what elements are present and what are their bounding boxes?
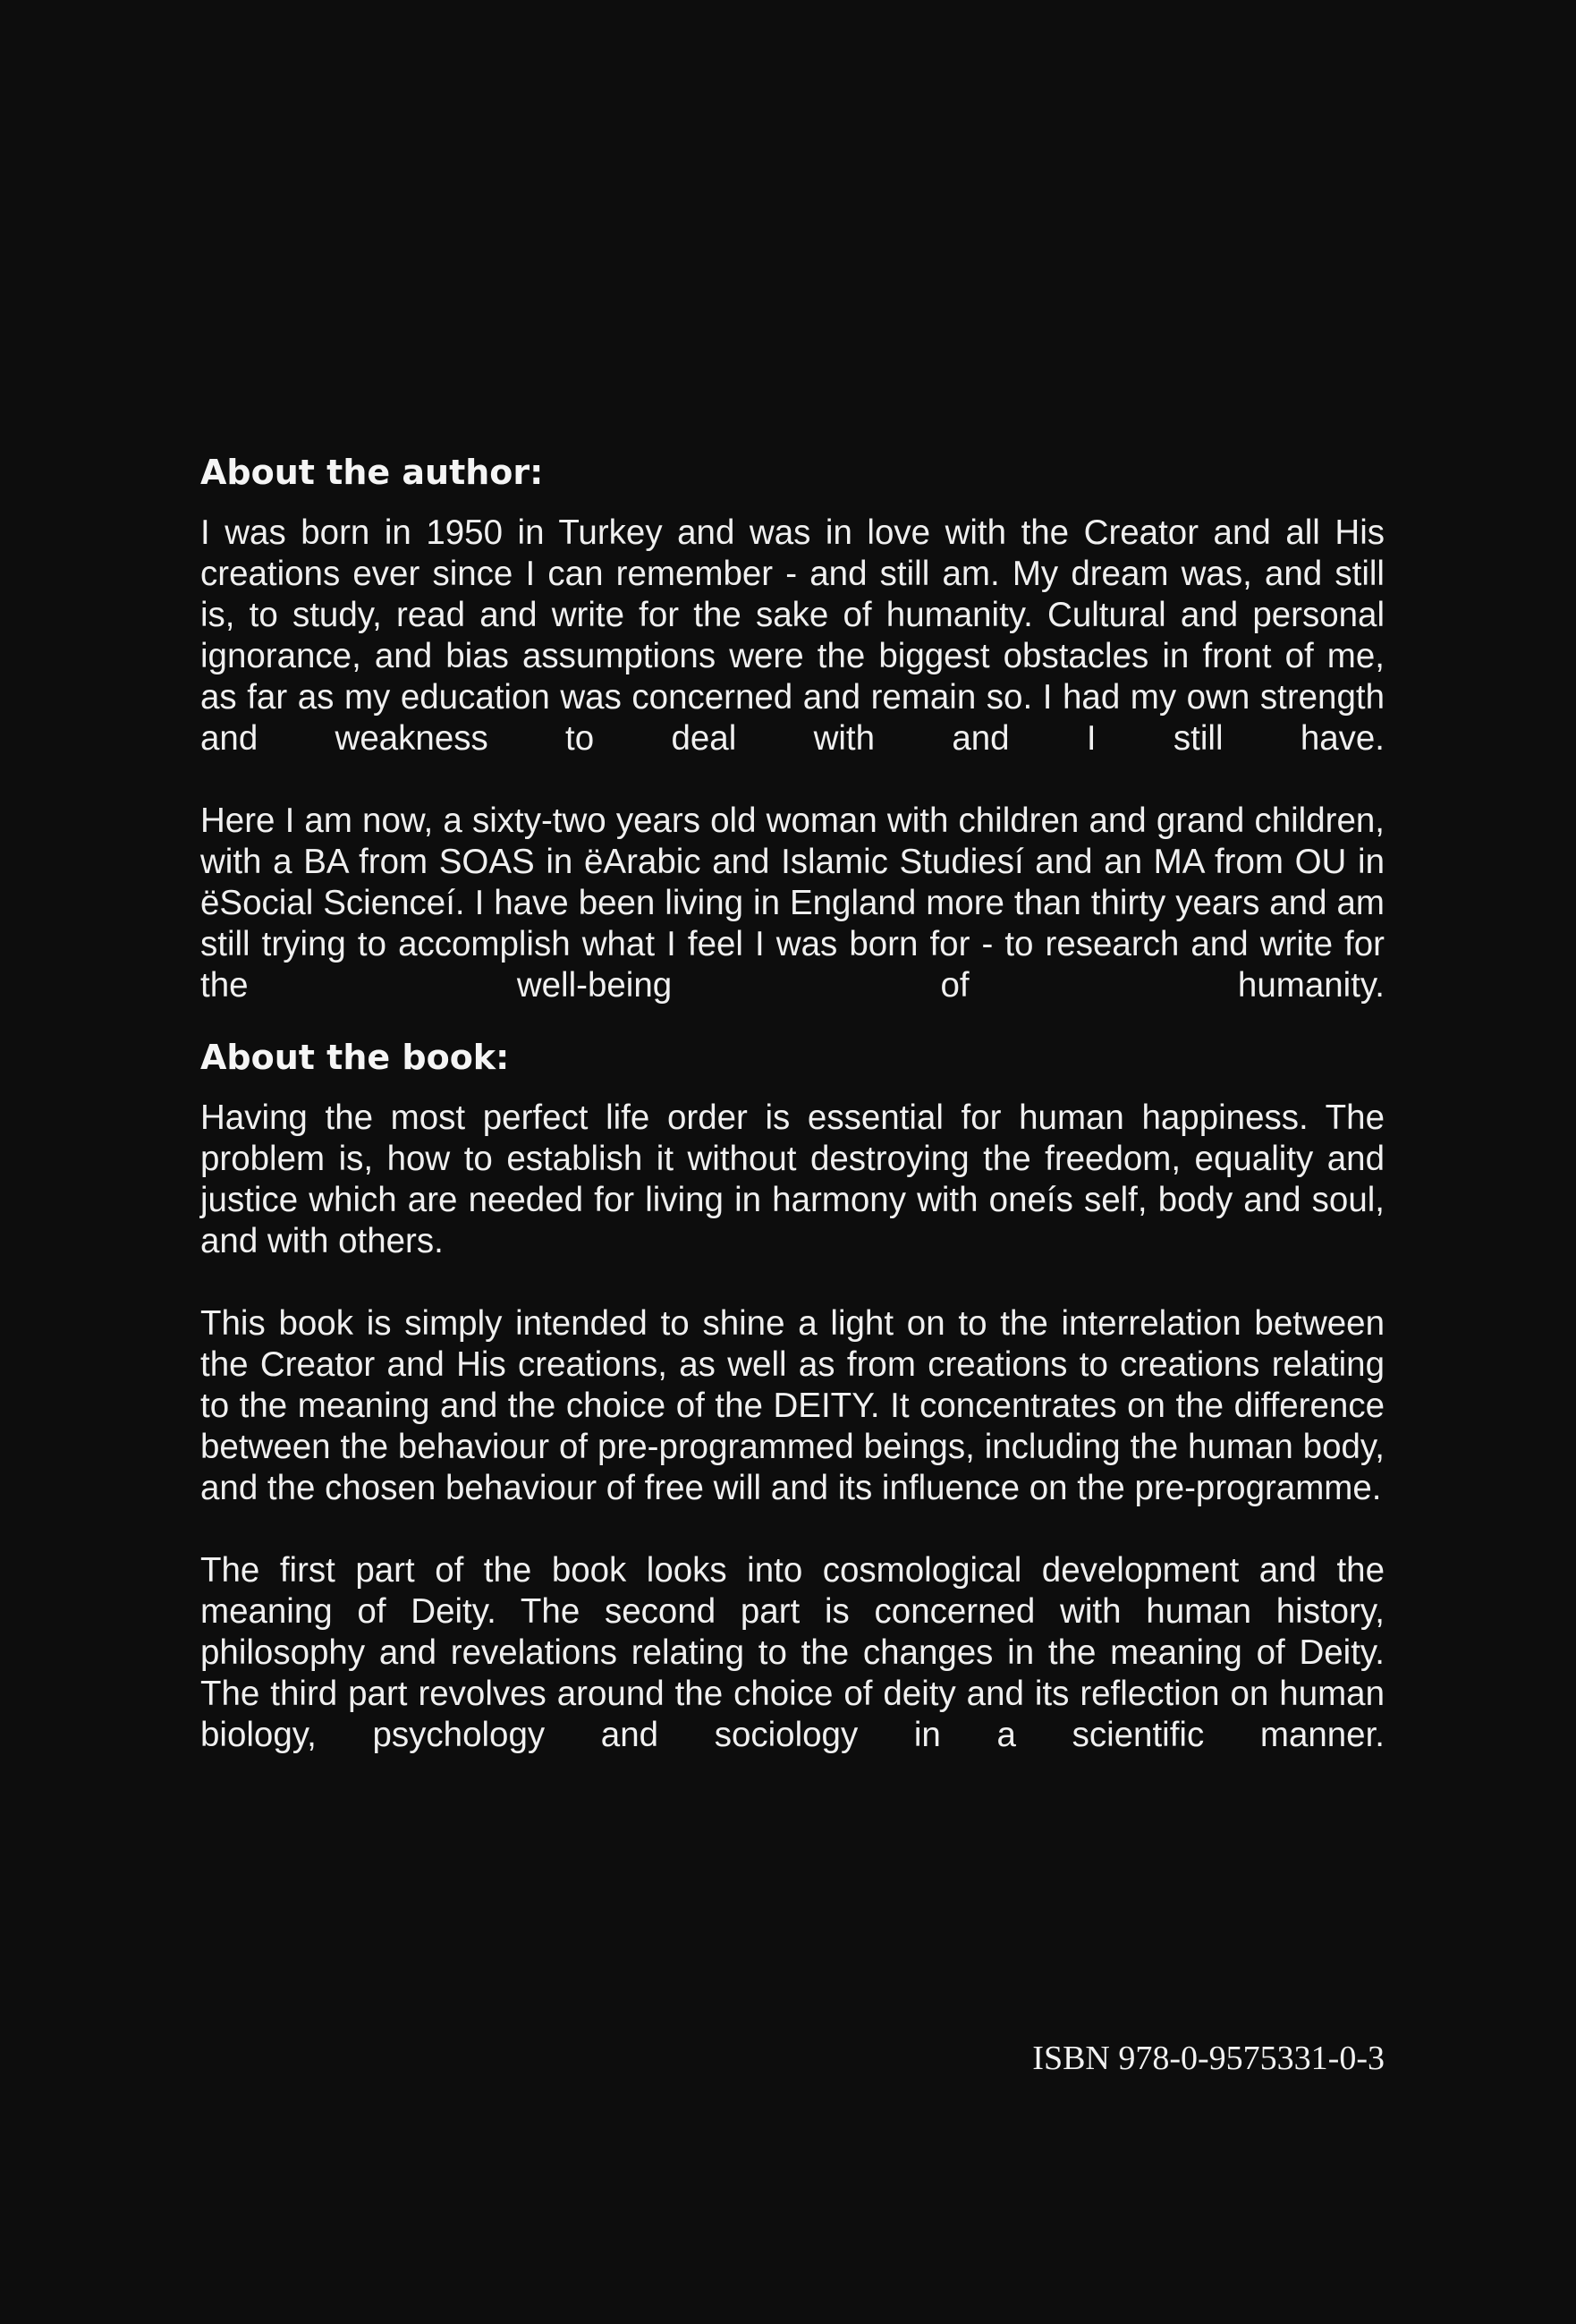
book-paragraph-2: This book is simply intended to shine a light on to the interrelation between the Creator and His creations, as well as from creations to creations relating to the meaning and the choice of the DEITY. It concentrates on the difference between the behaviour of pre-programmed beings, including the human body, and the chosen behaviour of free will and its influence on the pre-programme. xyxy=(200,1304,1385,1507)
author-paragraph-1: I was born in 1950 in Turkey and was in love with the Creator and all His creations ever since I can remember - and still am. My dream was, and still is, to study, read and write for the sake of humanity. Cultural and personal ignorance, and bias assumptions were the biggest obstacles in front of me, as far as my education was concerned and remain so. I had my own strength and weakness to deal with and I still have. xyxy=(200,513,1385,758)
author-paragraph-2: Here I am now, a sixty-two years old woman with children and grand children, with a BA from SOAS in ëArabic and Islamic Studiesí and an MA from OU in ëSocial Scienceí. I have been living in England more than thirty years and am still trying to accomplish what I feel I was born for - to research and write for the well-being of humanity. xyxy=(200,802,1385,1005)
about-author-heading: About the author: xyxy=(200,453,544,492)
back-cover-text xyxy=(200,452,1385,1756)
book-paragraph-1: Having the most perfect life order is essential for human happiness. The problem is, how to establish it without destroying the freedom, equality and justice which are needed for living in harmony with oneís self, body and soul, and with others. xyxy=(200,1098,1385,1260)
about-book-heading: About the book: xyxy=(200,1038,510,1077)
book-paragraph-3: The first part of the book looks into cosmological development and the meaning of Deity. The second part is concerned with human history, philosophy and revelations relating to the changes in the meaning of Deity. The third part revolves around the choice of deity and its reflection on human biology, psychology and sociology in a scientific manner. xyxy=(200,1551,1385,1754)
isbn-number: ISBN 978-0-9575331-0-3 xyxy=(1032,2040,1385,2077)
